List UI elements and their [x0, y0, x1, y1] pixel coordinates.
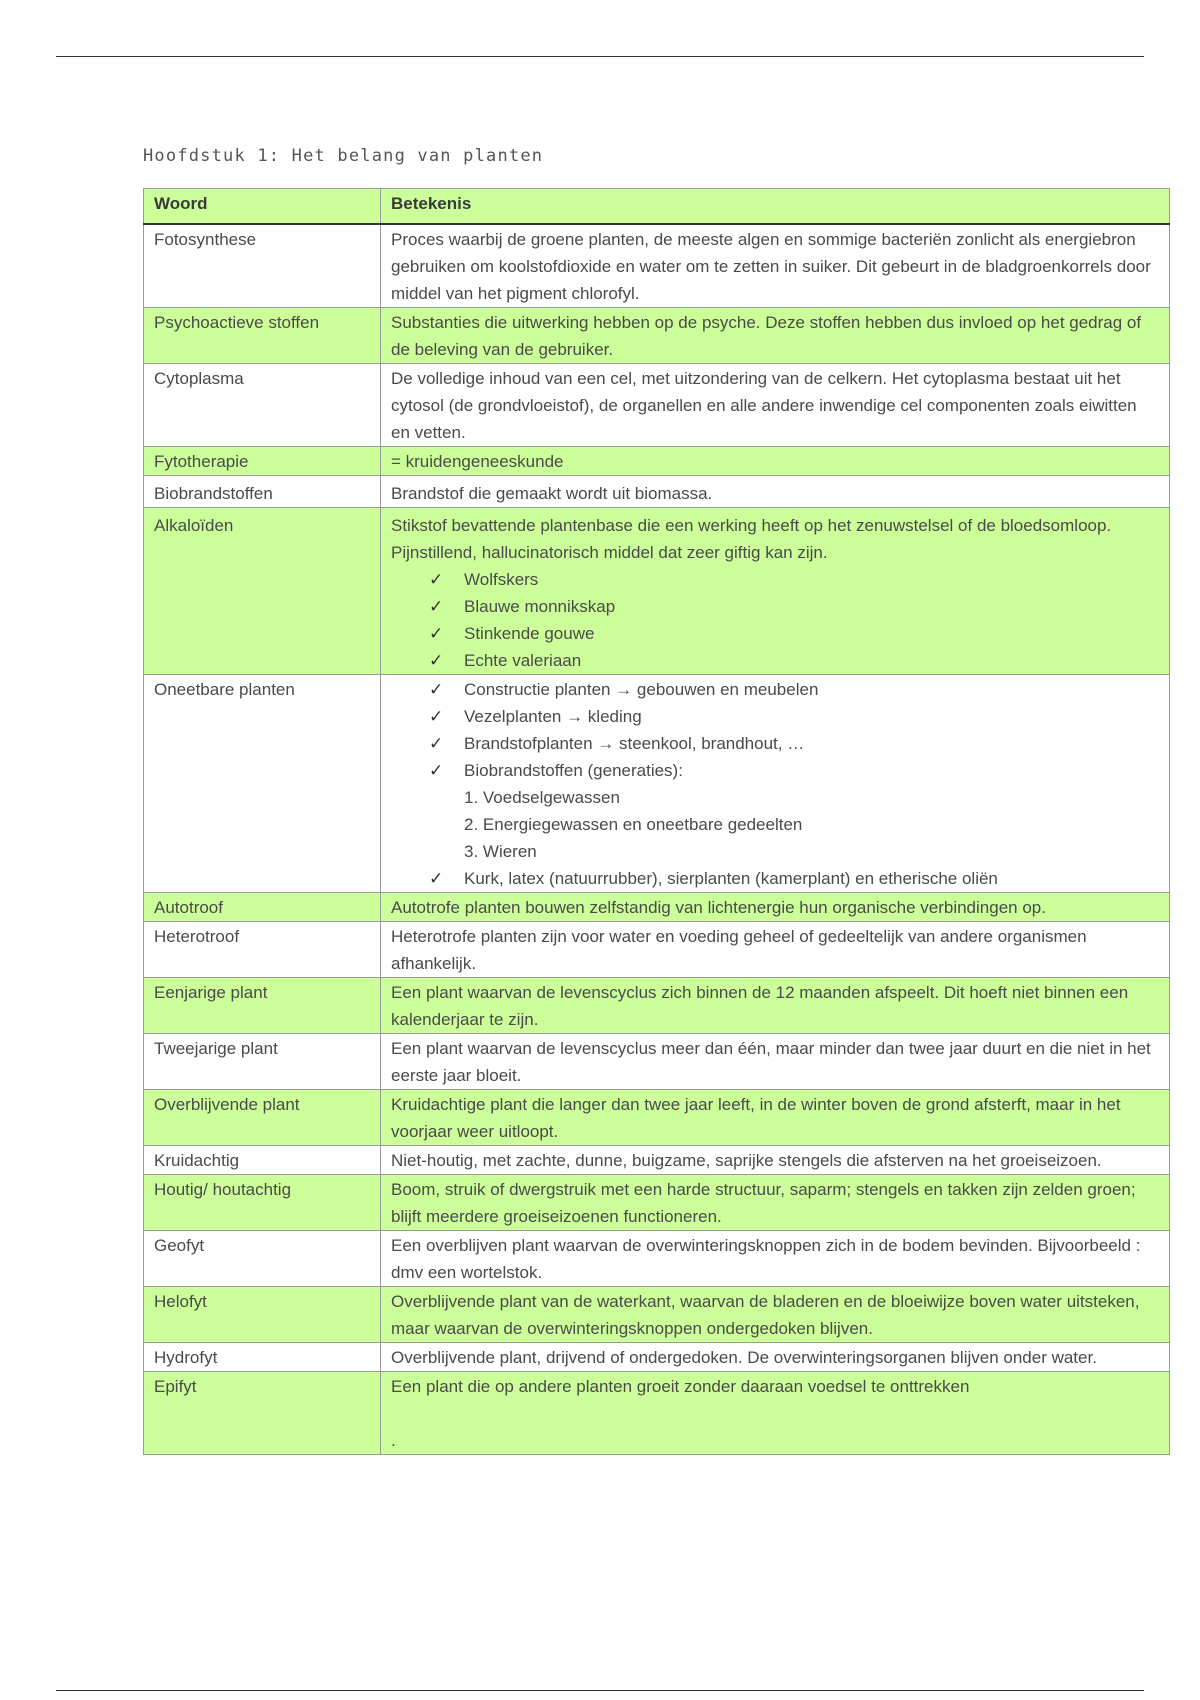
- table-row: [144, 893, 1170, 922]
- definition-cell: Niet-houtig, met zachte, dunne, buigzame, saprijke stengels die afsterven na het groeiseizoen.: [381, 1146, 1170, 1175]
- term-cell: Overblijvende plant: [144, 1090, 381, 1146]
- column-header-meaning: Betekenis: [381, 189, 1170, 225]
- term-cell: Psychoactieve stoffen: [144, 308, 381, 364]
- table-row: [144, 508, 1170, 675]
- table-row: [144, 1090, 1170, 1146]
- table-row: [144, 1146, 1170, 1175]
- term-cell: Fotosynthese: [144, 224, 381, 308]
- definition-text: Stikstof bevattende plantenbase die een werking heeft op het zenuwstelsel of de bloedsomloop. Pijnstillend, hallucinatorisch middel dat zeer giftig kan zijn.: [391, 516, 1112, 562]
- numbered-item: 2. Energiegewassen en oneetbare gedeelten: [464, 815, 803, 834]
- definition-cell: Substanties die uitwerking hebben op de psyche. Deze stoffen hebben dus invloed op het gedrag of de beleving van de gebruiker.: [381, 308, 1170, 364]
- table-header-row: [144, 189, 1170, 225]
- table-row: [144, 224, 1170, 308]
- checkmark-icon: ✓: [429, 651, 444, 670]
- table-row: [144, 1343, 1170, 1372]
- numbered-item: 1. Voedselgewassen: [464, 788, 620, 807]
- checkmark-icon: ✓: [429, 597, 444, 616]
- table-row: [144, 922, 1170, 978]
- table-row: [144, 1034, 1170, 1090]
- numbered-item: 3. Wieren: [464, 842, 537, 861]
- list-item: ✓ Echte valeriaan: [391, 647, 1159, 674]
- definition-text: Een plant die op andere planten groeit zonder daaraan voedsel te onttrekken: [391, 1377, 970, 1396]
- list-item: ✓ Vezelplanten → kleding: [391, 703, 1159, 730]
- definition-cell: De volledige inhoud van een cel, met uitzondering van de celkern. Het cytoplasma bestaat uit het cytosol (de grondvloeistof), de organellen en alle andere inwendige cel componenten zoals eiwitten en vetten.: [381, 364, 1170, 447]
- definition-cell: Een overblijven plant waarvan de overwinteringsknoppen zich in de bodem bevinden. Bijvoorbeeld : dmv een wortelstok.: [381, 1231, 1170, 1287]
- example-list: [391, 566, 1159, 674]
- table-row: [144, 675, 1170, 893]
- term-cell: Oneetbare planten: [144, 675, 381, 893]
- table-row: [144, 1287, 1170, 1343]
- definition-cell: [381, 508, 1170, 675]
- table-row: [144, 1231, 1170, 1287]
- definition-cell: = kruidengeneeskunde: [381, 447, 1170, 476]
- list-item: ✓ Constructie planten → gebouwen en meubelen: [391, 676, 1159, 703]
- table-row: [144, 1372, 1170, 1455]
- definition-cell: [381, 1372, 1170, 1455]
- term-cell: Cytoplasma: [144, 364, 381, 447]
- bottom-rule: [56, 1690, 1144, 1691]
- term-cell: Hydrofyt: [144, 1343, 381, 1372]
- list-item: ✓ Kurk, latex (natuurrubber), sierplanten (kamerplant) en etherische oliën: [391, 865, 1159, 892]
- table-row: [144, 476, 1170, 508]
- term-cell: Epifyt: [144, 1372, 381, 1455]
- term-cell: Helofyt: [144, 1287, 381, 1343]
- definition-cell: Kruidachtige plant die langer dan twee jaar leeft, in de winter boven de grond afsterft, maar in het voorjaar weer uitloopt.: [381, 1090, 1170, 1146]
- term-cell: Houtig/ houtachtig: [144, 1175, 381, 1231]
- term-cell: Geofyt: [144, 1231, 381, 1287]
- table-row: [144, 308, 1170, 364]
- list-item: ✓ Brandstofplanten → steenkool, brandhout, …: [391, 730, 1159, 757]
- trailing-dot: .: [391, 1431, 396, 1450]
- column-header-word: Woord: [144, 189, 381, 225]
- checkmark-icon: ✓: [429, 869, 444, 888]
- checkmark-icon: ✓: [429, 761, 444, 780]
- definition-cell: Proces waarbij de groene planten, de meeste algen en sommige bacteriën zonlicht als energiebron gebruiken om koolstofdioxide en water om te zetten in suiker. Dit gebeurt in de bladgroenkorrels door middel van het pigment chlorofyl.: [381, 224, 1170, 308]
- list-item: ✓ Wolfskers: [391, 566, 1159, 593]
- glossary-table: [143, 188, 1170, 1455]
- checkmark-icon: ✓: [429, 570, 444, 589]
- definition-cell: Brandstof die gemaakt wordt uit biomassa.: [381, 476, 1170, 508]
- list-item: ✓ Stinkende gouwe: [391, 620, 1159, 647]
- table-row: [144, 978, 1170, 1034]
- table-row: [144, 1175, 1170, 1231]
- page-title: Hoofdstuk 1: Het belang van planten: [143, 146, 544, 166]
- checkmark-icon: ✓: [429, 707, 444, 726]
- definition-cell: [381, 675, 1170, 893]
- term-cell: Kruidachtig: [144, 1146, 381, 1175]
- table-row: [144, 447, 1170, 476]
- definition-cell: Overblijvende plant van de waterkant, waarvan de bladeren en de bloeiwijze boven water uitsteken, maar waarvan de overwinteringsknoppen ondergedoken blijven.: [381, 1287, 1170, 1343]
- term-cell: Eenjarige plant: [144, 978, 381, 1034]
- checkmark-icon: ✓: [429, 624, 444, 643]
- term-cell: Heterotroof: [144, 922, 381, 978]
- definition-cell: Overblijvende plant, drijvend of ondergedoken. De overwinteringsorganen blijven onder water.: [381, 1343, 1170, 1372]
- definition-cell: Een plant waarvan de levenscyclus zich binnen de 12 maanden afspeelt. Dit hoeft niet binnen een kalenderjaar te zijn.: [381, 978, 1170, 1034]
- blank-line: [391, 1400, 1159, 1427]
- definition-cell: Een plant waarvan de levenscyclus meer dan één, maar minder dan twee jaar duurt en die niet in het eerste jaar bloeit.: [381, 1034, 1170, 1090]
- checkmark-icon: ✓: [429, 680, 444, 699]
- definition-cell: Autotrofe planten bouwen zelfstandig van lichtenergie hun organische verbindingen op.: [381, 893, 1170, 922]
- term-cell: Alkaloïden: [144, 508, 381, 675]
- table-row: [144, 364, 1170, 447]
- definition-cell: Heterotrofe planten zijn voor water en voeding geheel of gedeeltelijk van andere organismen afhankelijk.: [381, 922, 1170, 978]
- top-rule: [56, 56, 1144, 57]
- term-cell: Biobrandstoffen: [144, 476, 381, 508]
- list-item: ✓ Blauwe monnikskap: [391, 593, 1159, 620]
- example-list: [391, 676, 1159, 892]
- term-cell: Fytotherapie: [144, 447, 381, 476]
- term-cell: Autotroof: [144, 893, 381, 922]
- checkmark-icon: ✓: [429, 734, 444, 753]
- term-cell: Tweejarige plant: [144, 1034, 381, 1090]
- definition-cell: Boom, struik of dwergstruik met een harde structuur, saparm; stengels en takken zijn zelden groen; blijft meerdere groeiseizoenen functioneren.: [381, 1175, 1170, 1231]
- list-item: ✓ Biobrandstoffen (generaties):: [391, 757, 1159, 784]
